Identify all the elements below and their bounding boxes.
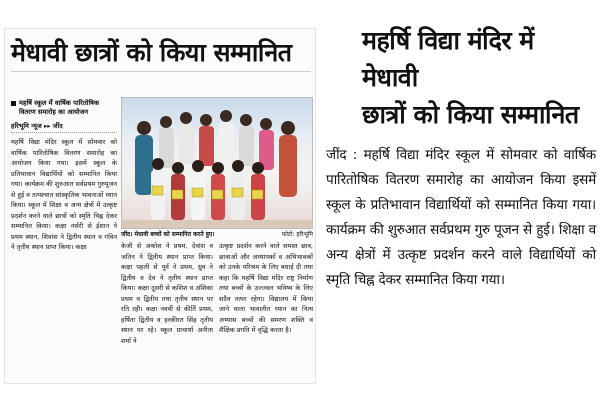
enlarged-headline-line-2: छात्रों को किया सम्मानित <box>362 100 579 129</box>
clipping-headline: मेधावी छात्रों को किया सम्मानित <box>11 35 311 72</box>
article-column-3 <box>219 241 313 381</box>
article-column-1 <box>11 99 117 381</box>
enlarged-headline-line-1: महर्षि विद्या मंदिर में मेधावी <box>362 26 534 92</box>
article-dateline: हरिभूमि न्यूज ▸▸ जींद <box>11 121 117 133</box>
photo-caption: जींद। मेधावी बच्चों को सम्मानित करते हुए। <box>121 231 215 238</box>
newspaper-clipping-left <box>4 28 316 384</box>
newspaper-clipping-right <box>326 22 596 392</box>
column-2-text: केजी से अकोश ने प्रथम, देवांश व जतिन ने द्वितीय स्थान प्राप्त किया। कक्षा पहली से पूर्व ने प्रथम, ध्रुव ने द्वितीय व देव ने तृतीय स्थान प्राप्त किया। कक्षा दूसरी से कशिश व अंशिका प्रथम व द्वितीय तथा तृतीय स्थान पर रति रही। कक्षा नववीं से कीर्ति प्रथम, हर्षिता द्वितीय व हरकीरत सिंह तृतीय स्थान पर रहे। स्कूल प्राचार्या अनीता शर्मा ने <box>121 242 213 345</box>
photo-caption-row <box>121 230 313 239</box>
article-subhead: महर्षि स्कूल में वार्षिक पारितोषिक वितरण समारोह का आयोजन <box>11 99 117 117</box>
column-1-text: महर्षि विद्या मंदिर स्कूल में सोमवार को वार्षिक पारितोषिक वितरण समारोह का आयोजन किया गया। इसमें स्कूल के प्रतिभावान विद्यार्थियों को सम्मानित किया गया। कार्यक्रम की शुरुआत सर्वप्रथम गुरुपूजन से हुई व तत्पश्चात सांस्कृतिक भावनाओं ध्यान किया। स्कूल में शिक्षा व अन्य क्षेत्रों में उत्कृष्ट प्रदर्शन करने वाले छात्रों को स्मृति चिह्न देकर सम्मानित किया। कक्षा नर्सरी से ईशान ने प्रथम स्थान, शिवांश ने द्वितीय स्थान व गविन ने तृतीय स्थान प्राप्त किया। कक्षा <box>11 138 117 251</box>
enlarged-headline <box>362 22 596 133</box>
enlarged-article-body: जींद : महर्षि विद्या मंदिर स्कूल में सोमवार को वार्षिक पारितोषिक वितरण समारोह का आयोजन किया इसमें स्कूल के प्रतिभावान विद्यार्थियों को सम्मानित किया गया। कार्यक्रम की शुरुआत सर्वप्रथम गुरु पूजन से हुई। शिक्षा व अन्य क्षेत्रों में उत्कृष्ट प्रदर्शन करने वाले विद्यार्थियों को स्मृति चिह्न देकर सम्मानित किया गया। <box>326 147 596 288</box>
students-photo-illustration <box>122 98 313 229</box>
photo-credit: फोटो: हरिभूमि <box>281 231 313 238</box>
article-column-2 <box>121 241 213 381</box>
group-photo <box>121 97 313 229</box>
column-3-text: उत्कृष्ट प्रदर्शन करने वाले समस्त छात्र, छात्राओं और अध्यापकों व अभिभावकों को उनके परिश्रम के लिए बधाई दी तथा कहा कि महर्षि विद्या मंदिर राष्ट्र निर्माण तथा बच्चों के उज्ज्वल भविष्य के लिए सदैव तत्पर रहेगा। विद्यालय में किया जाने वाला भावातीत ध्यान का नित्य अभ्यास बच्चों की समरण शक्ति व शैक्षिक प्रगति में वृद्धि करता है। <box>219 242 313 334</box>
